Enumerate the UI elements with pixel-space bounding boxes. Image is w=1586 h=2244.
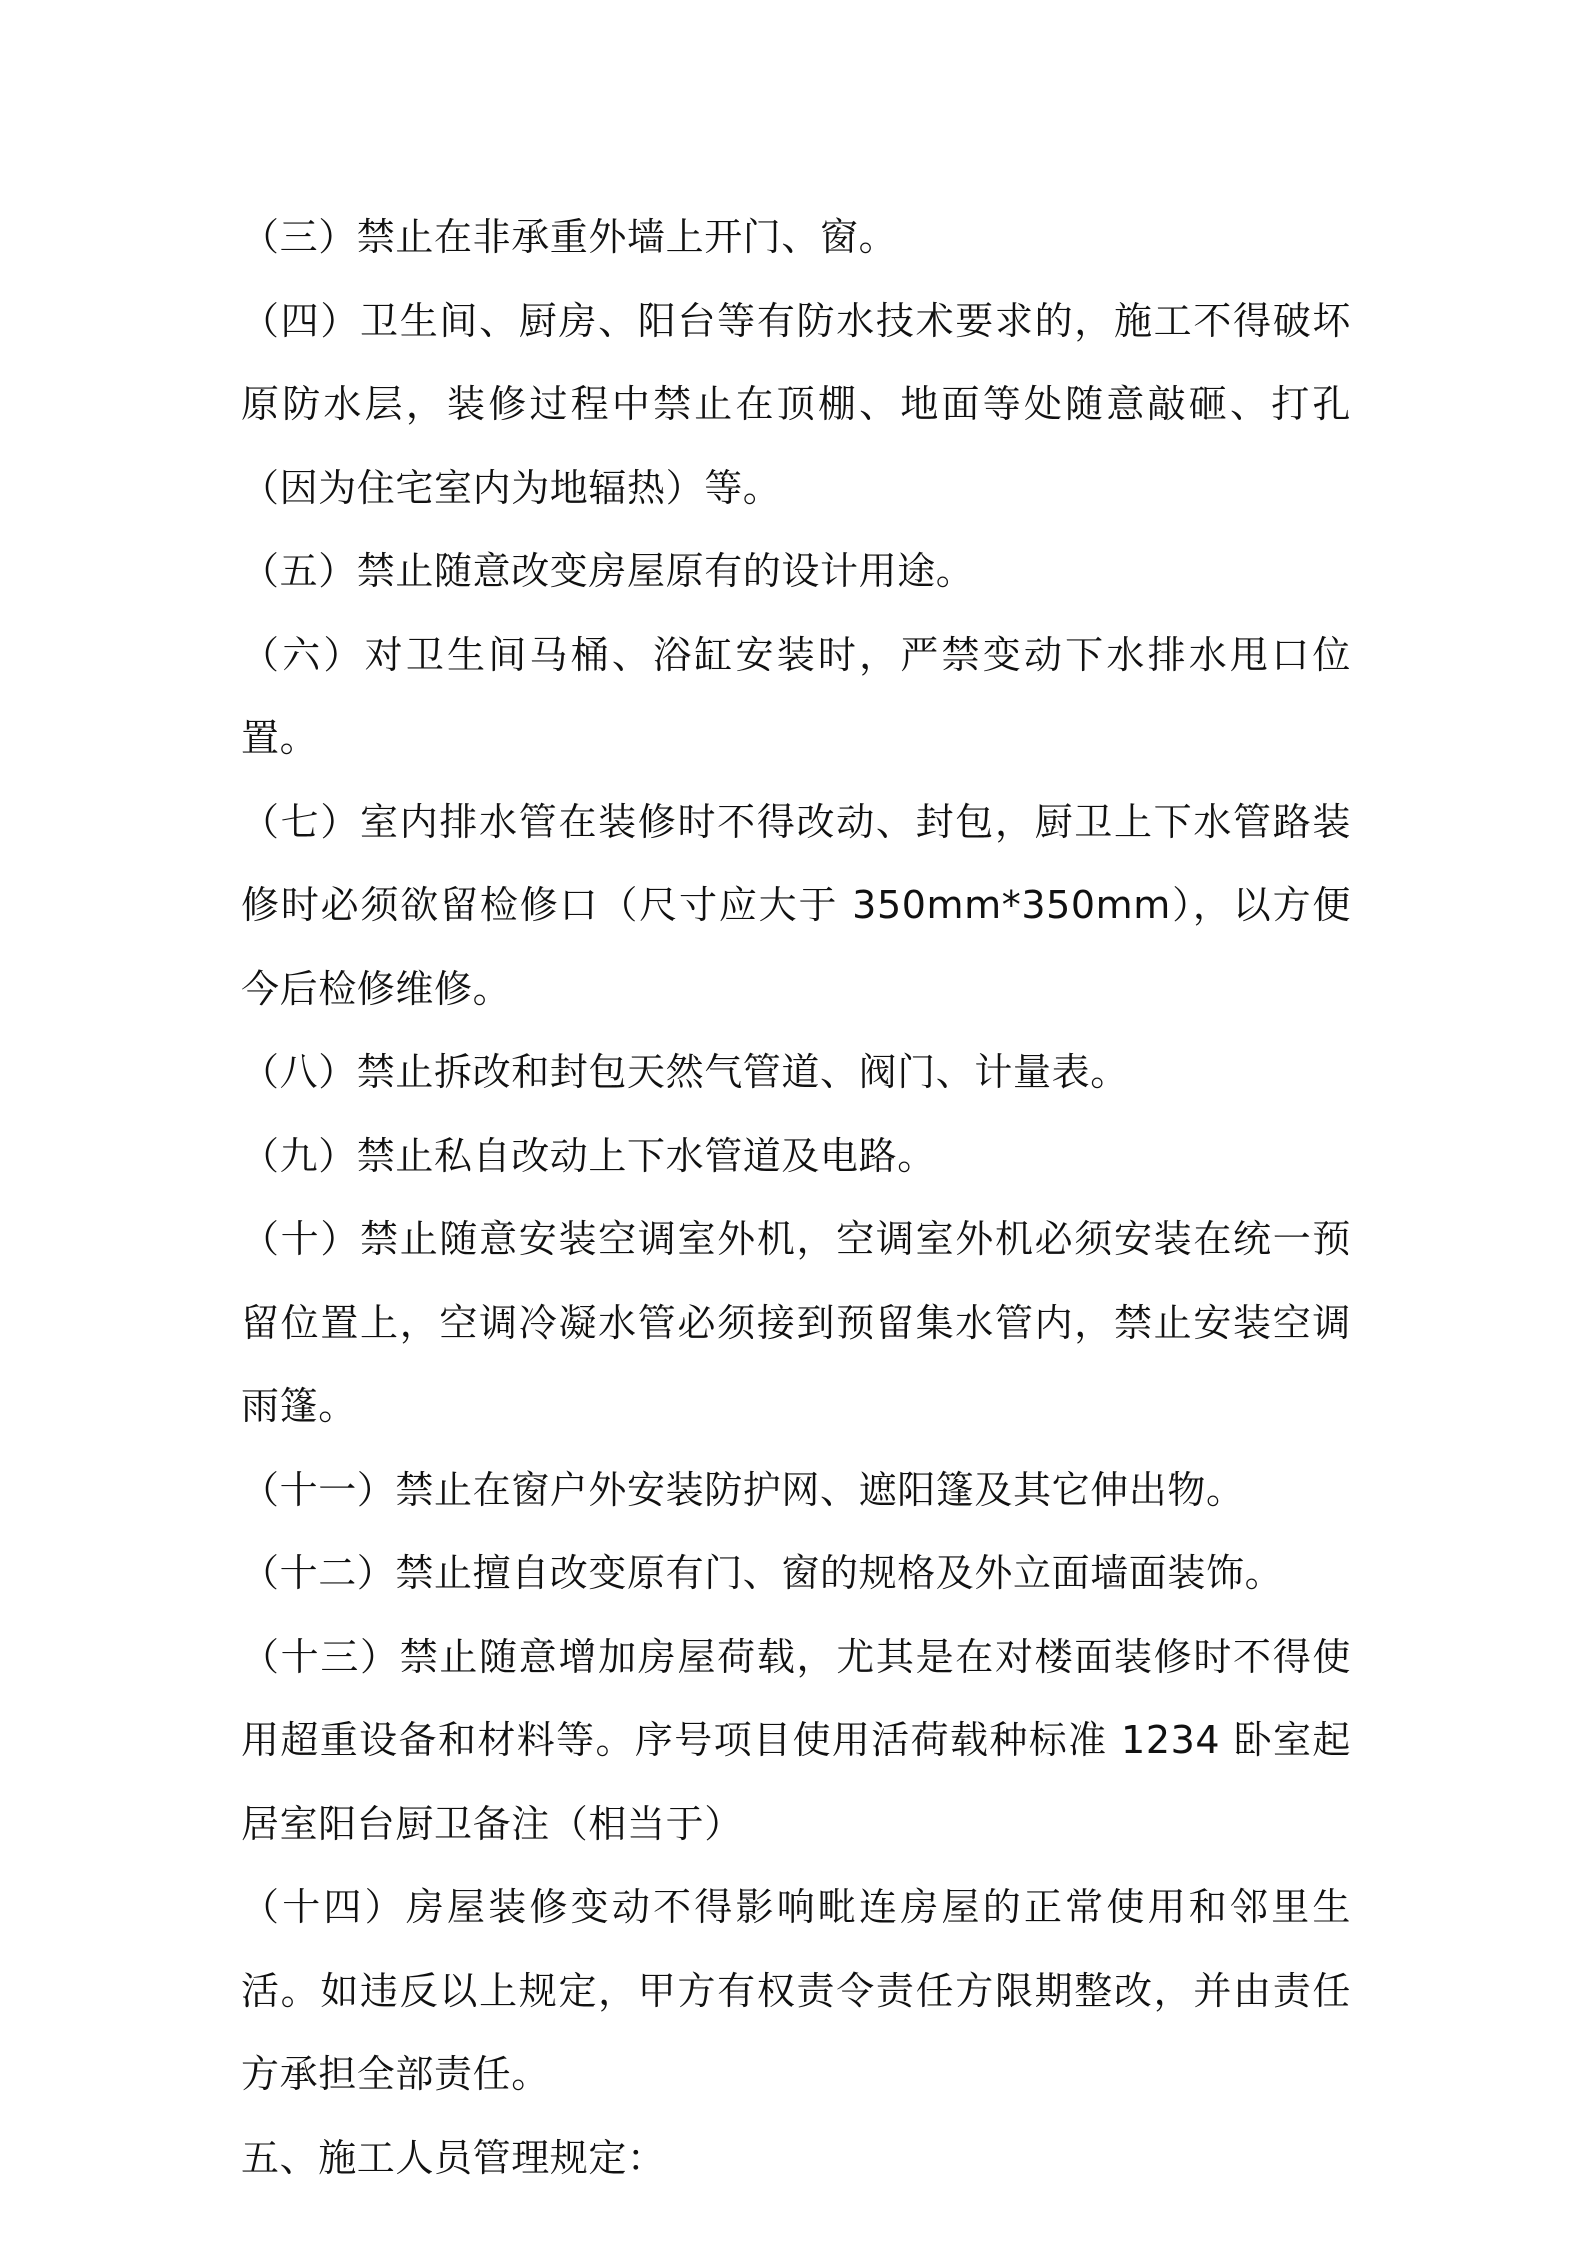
paragraph-8: （八）禁止拆改和封包天然气管道、阀门、计量表。 xyxy=(241,1050,1129,1094)
section-heading: 五、施工人员管理规定： xyxy=(241,2135,666,2180)
paragraph-5: （五）禁止随意改变房屋原有的设计用途。 xyxy=(241,549,975,593)
paragraph-10: （十）禁止随意安装空调室外机，空调室外机必须安装在统一预留位置上，空调冷凝水管必须接到预留集水管内，禁止安装空调雨篷。 xyxy=(241,1217,1351,1428)
document-body xyxy=(241,196,1351,2200)
paragraph-12: （十二）禁止擅自改变原有门、窗的规格及外立面墙面装饰。 xyxy=(241,1551,1284,1595)
paragraph-4: （四）卫生间、厨房、阳台等有防水技术要求的，施工不得破坏原防水层，装修过程中禁止在顶棚、地面等处随意敲砸、打孔（因为住宅室内为地辐热）等。 xyxy=(241,298,1351,510)
paragraph-3: （三）禁止在非承重外墙上开门、窗。 xyxy=(241,215,898,259)
paragraph-13: （十三）禁止随意增加房屋荷载，尤其是在对楼面装修时不得使用超重设备和材料等。序号项目使用活荷载种标准 1234 卧室起居室阳台厨卫备注（相当于） xyxy=(241,1634,1351,1846)
paragraph-7: （七）室内排水管在装修时不得改动、封包，厨卫上下水管路装修时必须欲留检修口（尺寸应大于 350mm*350mm），以方便今后检修维修。 xyxy=(241,799,1351,1011)
paragraph-14: （十四）房屋装修变动不得影响毗连房屋的正常使用和邻里生活。如违反以上规定，甲方有权责令责任方限期整改，并由责任方承担全部责任。 xyxy=(241,1885,1351,2096)
paragraph-9: （九）禁止私自改动上下水管道及电路。 xyxy=(241,1133,936,1178)
paragraph-6: （六）对卫生间马桶、浴缸安装时，严禁变动下水排水甩口位置。 xyxy=(241,632,1351,760)
paragraph-11: （十一）禁止在窗户外安装防护网、遮阳篷及其它伸出物。 xyxy=(241,1467,1245,1512)
